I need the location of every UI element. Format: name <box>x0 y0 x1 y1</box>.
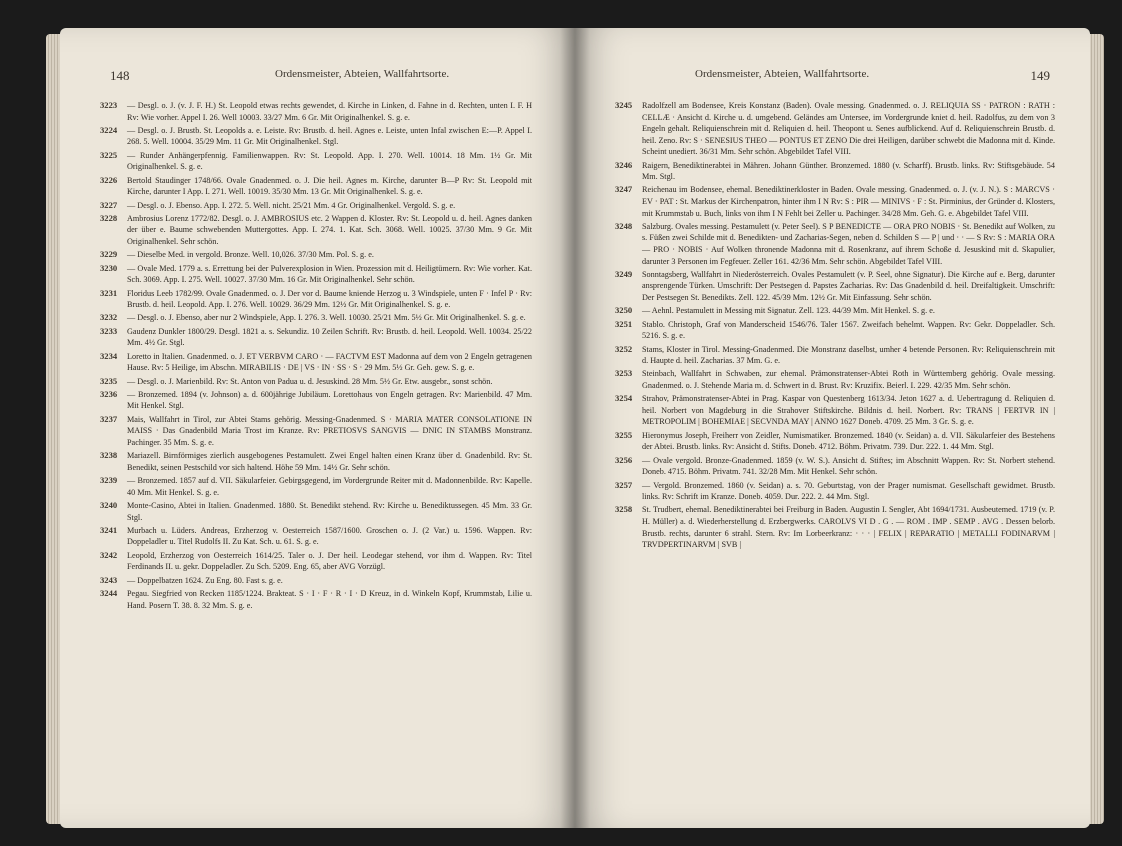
entry-number: 3229 <box>100 249 118 260</box>
catalog-entry <box>615 455 1055 478</box>
entry-text: Stams, Kloster in Tirol. Messing-Gnadenmed. Die Monstranz daselbst, umher 4 betende Personen. Rv: Reliquienschrein mit d. Haupte d. heil. Zacharias. 37 Mm. G. e. <box>642 344 1055 366</box>
entry-number: 3251 <box>615 318 633 329</box>
catalog-entry <box>615 269 1055 304</box>
catalog-entry <box>100 389 532 412</box>
entry-text: — Dieselbe Med. in vergold. Bronze. Well. 10,026. 37/30 Mm. Pol. S. g. e. <box>127 250 374 260</box>
entry-text: Strahov, Prämonstratenser-Abtei in Prag. Kaspar von Questenberg 1613/34. Jeton 1627 a. d. Uebertragung d. Reliquien d. heil. Norbert von Magdeburg in die Strahover Stiftskirche. Bildnis d. heil. Norbert. Rv: TRANS | FERTVR IN | METROPOLIM | BOHEMIAE | SECVNDA MAY | ANNO 1627 Doneb. 4709. 25 Mm. 3 Gr. S. g. e. <box>642 394 1055 427</box>
catalog-entry <box>100 125 532 148</box>
entry-number: 3250 <box>615 305 633 316</box>
entry-number: 3240 <box>100 500 118 511</box>
entry-number: 3237 <box>100 413 118 424</box>
entry-text: Radolfzell am Bodensee, Kreis Konstanz (Baden). Ovale messing. Gnadenmed. o. J. RELIQUIA SS · PATRON : RATH : CELLÆ · Ansicht d. Kirche u. d. umgebend. Geländes am Untersee, im Vordergrunde kniet d. heil. Radolfus, zu dem von 3 Engeln gehalt. Reliquienschrein mit d. Reliquien d. heil. Theopont u. Senes aufblickend. Auf d. Reliquienschrein Brustb. d. heil. Zeno. Rv: S · SENESIUS THEO — PONTUS ET ZENO Die drei Heiligen, darüber schwebt die Madonna mit d. Kinde. Scheint unediert. 36/31 Mm. Sehr schön. Abgebildet Tafel VIII. <box>642 101 1055 157</box>
entry-number: 3254 <box>615 393 633 404</box>
catalog-entry <box>100 351 532 374</box>
entry-number: 3232 <box>100 312 118 323</box>
entry-number: 3255 <box>615 429 633 440</box>
catalog-entry <box>615 393 1055 428</box>
entry-number: 3228 <box>100 212 118 223</box>
entry-text: — Desgl. o. J. Brustb. St. Leopolds a. e. Leiste. Rv: Brustb. d. heil. Agnes e. Leiste, unten Infal zwischen E:—P. Appel I. 268. 5. Well. 10004. 35/29 Mm. 11 Gr. Mit Originalhenkel. Stgl. <box>127 125 532 147</box>
catalog-entry <box>615 100 1055 158</box>
entry-number: 3231 <box>100 287 118 298</box>
entry-number: 3234 <box>100 350 118 361</box>
catalog-entry <box>100 414 532 449</box>
entry-text: Raigern, Benediktinerabtei in Mähren. Johann Günther. Bronzemed. 1880 (v. Scharff). Brustb. links. Rv: Stiftsgebäude. 54 Mm. Stgl. <box>642 160 1055 182</box>
entry-number: 3253 <box>615 368 633 379</box>
catalog-entry <box>100 200 532 212</box>
entry-text: Steinbach, Wallfahrt in Schwaben, zur ehemal. Prämonstratenser-Abtei Roth in Württemberg gehörig. Ovale messing. Gnadenmed. o. J. Stehende Maria m. d. Schwert in d. Brust. Rv: Kruzifix. Beierl. I. 229. 42/35 Mm. Sehr schön. <box>642 369 1055 390</box>
entry-text: Monte-Casino, Abtei in Italien. Gnadenmed. 1880. St. Benedikt stehend. Rv: Kirche u. Benediktussegen. 45 Mm. 33 Gr. Stgl. <box>127 501 532 522</box>
entry-number: 3258 <box>615 504 633 515</box>
entry-text: Pegau. Siegfried von Recken 1185/1224. Brakteat. S · I · F · R · I · D Kreuz, in d. Winkeln Kopf, Krummstab, Lilie u. Hand. Posern T. 38. 8. 32 Mm. S. g. e. <box>127 589 532 610</box>
catalog-entry <box>100 288 532 311</box>
catalog-entry <box>100 475 532 498</box>
page-edges-right <box>1088 34 1104 824</box>
entry-number: 3226 <box>100 174 118 185</box>
entry-text: Mais, Wallfahrt in Tirol, zur Abtei Stams gehörig. Messing-Gnadenmed. S · MARIA MATER CONSOLATIONE IN MAISS · Das Gnadenbild Maria Trost im Kranze. Rv: PRETIOSVS SANGVIS — DNIC IN STAMBS Monstranz. Pachinger. 35 Mm. S. g. e. <box>127 414 532 447</box>
open-book <box>60 28 1090 828</box>
catalog-entry <box>100 450 532 473</box>
entry-text: Salzburg. Ovales messing. Pestamulett (v. Peter Seel). S P BENEDICTE — ORA PRO NOBIS · St. Benedikt auf Wolken, zu s. Füßen zwei Schilde mit d. Benedikten- und Zacharias-Segen, neben d. Schilden S — P | und · · — S Rv: S : MARIA ORA — PRO · NOBIS · Auf Wolken thronende Madonna mit d. Rosenkranz, auf ihrem Schoße d. Jesuskind mit d. Skapulier, darunter 3 Personen im Fegfeuer. Zeller 161. 42/36 Mm. Sehr schön. Abgebildet Tafel VIII. <box>642 221 1055 266</box>
entry-text: Reichenau im Bodensee, ehemal. Benediktinerkloster in Baden. Ovale messing. Gnadenmed. o. J. (v. J. N.). S : MARCVS · EV · PAT : St. Markus der Kirchenpatron, hinter ihm I N Rv: S : PIR — MINIVS · F : St. Pirminius, der Gründer d. Klosters, mit Krummstab u. Buch, links von ihm I N Fehlt bei Zeller u. Pachinger. 34/28 Mm. Geh. G. e. Abgebildet Tafel VIII. <box>642 185 1055 218</box>
catalog-entry <box>615 480 1055 503</box>
catalog-entry <box>100 312 532 324</box>
catalog-entry <box>100 500 532 523</box>
entry-number: 3238 <box>100 450 118 461</box>
entry-number: 3249 <box>615 268 633 279</box>
entry-text: Ambrosius Lorenz 1772/82. Desgl. o. J. AMBROSIUS etc. 2 Wappen d. Kloster. Rv: St. Leopold u. d. heil. Agnes danken der über e. Baume schwebenden Muttergottes. App. I. 274. 1. Kat. Sch. 3068. Well. 10025. 37/30 Mm. 9 Gr. Mit Originalhenkel. Sehr schön. <box>127 213 532 246</box>
entry-text: St. Trudbert, ehemal. Benediktinerabtei bei Freiburg in Baden. Augustin I. Sengler, Abt 1694/1731. Ausbeutemed. 1719 (v. P. H. Müller) a. d. Wiederherstellung d. Erzbergwerks. CAROLVS VI D . G . — ROM . IMP . SEMP . AVG . Dessen belorb. Brustb. rechts, darunter 6 strahl. Stern. Rv: Im Lorbeerkranz: · · · | FELIX | REPARATIO | METALLI FODINARVM | TRVDPERTINARVM | SVB | <box>642 505 1055 550</box>
entry-text: — Desgl. o. J. (v. J. F. H.) St. Leopold etwas rechts gewendet, d. Kirche in Linken, d. Fahne in d. Rechten, unten I. F. H Rv: Wie vorher. Appel I. 26. Well 10003. 33/27 Mm. 6 Gr. Mit Originalhenkel. S. g. e. <box>127 101 532 122</box>
catalog-entry <box>100 525 532 548</box>
catalog-entry <box>615 344 1055 367</box>
catalog-entry <box>100 249 532 261</box>
entry-number: 3224 <box>100 124 118 135</box>
catalog-entry <box>615 504 1055 550</box>
entry-number: 3239 <box>100 475 118 486</box>
catalog-entry <box>615 160 1055 183</box>
entry-text: — Desgl. o. J. Ebenso. App. I. 272. 5. Well. nicht. 25/21 Mm. 4 Gr. Originalhenkel. Vergold. S. g. e. <box>127 200 456 210</box>
catalog-entry <box>615 319 1055 342</box>
running-head-right: Ordensmeister, Abteien, Wallfahrtsorte. <box>695 68 870 80</box>
entry-number: 3227 <box>100 199 118 210</box>
entry-text: — Vergold. Bronzemed. 1860 (v. Seidan) a. s. 70. Geburtstag, von der Prager numismat. Gesellschaft gewidmet. Brustb. links. Rv: Schrift im Kranze. Doneb. 4059. Dur. 222. 2. 44 Mm. Stgl. <box>642 480 1055 502</box>
book-gutter <box>560 28 590 828</box>
entry-text: — Runder Anhängerpfennig. Familienwappen. Rv: St. Leopold. App. I. 270. Well. 10014. 18 Mm. 1½ Gr. Mit Originalhenkel. S. g. e. <box>127 150 532 172</box>
entry-number: 3248 <box>615 220 633 231</box>
entry-text: Mariazell. Birnförmiges zierlich ausgebogenes Pestamulett. Zwei Engel halten einen Kranz über d. Gnadenbild. Rv: St. Benedikt, seinen Pestschild vor sich haltend. Höhe 59 Mm. 14½ Gr. Sehr schön. <box>127 451 532 472</box>
entry-number: 3230 <box>100 262 118 273</box>
catalog-entry <box>100 326 532 349</box>
entry-number: 3256 <box>615 454 633 465</box>
page-number-left: 148 <box>110 68 130 83</box>
left-page <box>60 28 575 828</box>
entry-number: 3235 <box>100 375 118 386</box>
catalog-entry <box>100 175 532 198</box>
entry-number: 3225 <box>100 149 118 160</box>
entry-text: — Bronzemed. 1894 (v. Johnson) a. d. 600jährige Jubiläum. Lorettohaus von Engeln getragen. Rv: Marienbild. 47 Mm. Mit Henkel. Stgl. <box>127 389 532 411</box>
entry-number: 3236 <box>100 388 118 399</box>
entry-text: Murbach u. Lüders. Andreas, Erzherzog v. Oesterreich 1587/1600. Groschen o. J. (2 Var.) u. 1596. Wappen. Rv: Doppeladler u. Titel Rudolfs II. Zu Kat. Sch. u. 61. S. g. e. <box>127 525 532 547</box>
catalog-entry <box>100 263 532 286</box>
catalog-entry <box>615 430 1055 453</box>
catalog-entry <box>100 550 532 573</box>
catalog-entry <box>100 588 532 611</box>
catalog-column-right <box>615 100 1055 552</box>
entry-text: Gaudenz Dunkler 1800/29. Desgl. 1821 a. s. Sekundiz. 10 Zeilen Schrift. Rv: Brustb. d. heil. Leopold. Well. 10034. 25/22 Mm. 4½ Gr. Stgl. <box>127 326 532 348</box>
entry-number: 3242 <box>100 549 118 560</box>
entry-text: — Desgl. o. J. Marienbild. Rv: St. Anton von Padua u. d. Jesuskind. 28 Mm. 5½ Gr. Etw. ausgebr., sonst schön. <box>127 376 493 386</box>
catalog-entry <box>615 184 1055 219</box>
entry-text: — Bronzemed. 1857 auf d. VII. Säkularfeier. Gebirgsgegend, im Vordergrunde Reiter mit d. Madonnenbilde. Rv: Kapelle. 40 Mm. Mit Henkel. S. g. e. <box>127 476 532 497</box>
entry-text: — Ovale Med. 1779 a. s. Errettung bei der Pulverexplosion in Wien. Prozession mit d. Heiligtümern. Rv: Wie vorher. Kat. Sch. 3069. App. I. 275. Well. 10027. 37/30 Mm. 16 Gr. Mit Originalhenkel. Sehr schön. <box>127 263 532 285</box>
entry-text: — Aehnl. Pestamulett in Messing mit Signatur. Zell. 123. 44/39 Mm. Mit Henkel. S. g. e. <box>642 306 935 316</box>
entry-number: 3233 <box>100 325 118 336</box>
running-head-left: Ordensmeister, Abteien, Wallfahrtsorte. <box>275 68 450 80</box>
entry-number: 3252 <box>615 343 633 354</box>
entry-text: — Ovale vergold. Bronze-Gnadenmed. 1859 (v. W. S.). Ansicht d. Stiftes; im Abschnitt Wappen. Rv: St. Norbert stehend. Doneb. 4715. Böhm. Privatm. 741. 32/28 Mm. Mit Henkel. Sehr schön. <box>642 455 1055 477</box>
entry-number: 3223 <box>100 100 118 110</box>
entry-text: — Desgl. o. J. Ebenso, aber nur 2 Windspiele, App. I. 276. 3. Well. 10030. 25/21 Mm. 5½ Gr. Mit Originalhenkel. S. g. e. <box>127 313 526 323</box>
catalog-column-left <box>100 100 532 613</box>
catalog-entry <box>100 100 532 123</box>
entry-text: Bertold Staudinger 1748/66. Ovale Gnadenmed. o. J. Die heil. Agnes m. Kirche, darunter B—P Rv: St. Leopold mit Kirche, darunter I App. I. 271. Well. 10019. 35/30 Mm. 13 Gr. Mit Originalhenkel. S. g. e. <box>127 175 532 197</box>
entry-text: Leopold, Erzherzog von Oesterreich 1614/25. Taler o. J. Der heil. Leodegar stehend, vor ihm d. Wappen. Rv: Titel Ferdinands II. u. gekr. Doppeladler. Zu Sch. 5209. Eng. 65, aber AVG Vorzügl. <box>127 550 532 572</box>
catalog-entry <box>100 213 532 248</box>
catalog-entry <box>615 221 1055 267</box>
right-page <box>575 28 1090 828</box>
entry-number: 3257 <box>615 479 633 490</box>
catalog-entry <box>100 575 532 587</box>
entry-number: 3243 <box>100 574 118 585</box>
entry-number: 3244 <box>100 588 118 599</box>
entry-number: 3241 <box>100 524 118 535</box>
catalog-entry <box>615 305 1055 317</box>
catalog-entry <box>615 368 1055 391</box>
entry-text: Stablo. Christoph, Graf von Manderscheid 1546/76. Taler 1567. Zweifach behelmt. Wappen. Rv: Gekr. Doppeladler. Sch. 5216. S. g. e. <box>642 319 1055 341</box>
entry-text: — Doppelbatzen 1624. Zu Eng. 80. Fast s. g. e. <box>127 575 283 585</box>
entry-number: 3246 <box>615 159 633 170</box>
entry-number: 3245 <box>615 100 633 110</box>
entry-text: Loretto in Italien. Gnadenmed. o. J. ET VERBVM CARO · — FACTVM EST Madonna auf dem von 2 Engeln getragenen Hause. Rv: 5 Heilige, im Abschn. MIRABILIS · DE | VS · IN · SS · S · 29 Mm. 5½ Gr. Geh. gew. S. g. e. <box>127 351 532 373</box>
catalog-entry <box>100 376 532 388</box>
catalog-entry <box>100 150 532 173</box>
page-number-right: 149 <box>1030 68 1050 83</box>
entry-text: Sonntagsberg, Wallfahrt in Niederösterreich. Ovales Pestamulett (v. P. Seel, ohne Signatur). Die Kirche auf e. Berg, darunter ansprengende Türken. Umschrift: Der Pestsegen d. Papstes Zacharias. Rv: Das Gnadenbild d. heil. Dreifaltigkeit. Umschrift: Der Pestsegen St. Benedikts. Zell. 122. 45/39 Mm. 12½ Gr. Mit Einfassung. Sehr schön. <box>642 269 1055 302</box>
entry-text: Floridus Leeb 1782/99. Ovale Gnadenmed. o. J. Der vor d. Baume kniende Herzog u. 3 Windspiele, unten F · Infel P · Rv: Brustb. d. heil. Leopold. App. I. 276. Well. 10029. 36/29 Mm. 12½ Gr. Mit Originalhenkel. S. g. e. <box>127 288 532 310</box>
entry-text: Hieronymus Joseph, Freiherr von Zeidler, Numismatiker. Bronzemed. 1840 (v. Seidan) a. d. VII. Säkularfeier des Bestehens der Abtei. Brustb. links. Rv: Ansicht d. Stifts. Doneb. 4712. Böhm. Privatm. 739. Dur. 222. 1. 44 Mm. Stgl. <box>642 430 1055 452</box>
entry-number: 3247 <box>615 184 633 195</box>
